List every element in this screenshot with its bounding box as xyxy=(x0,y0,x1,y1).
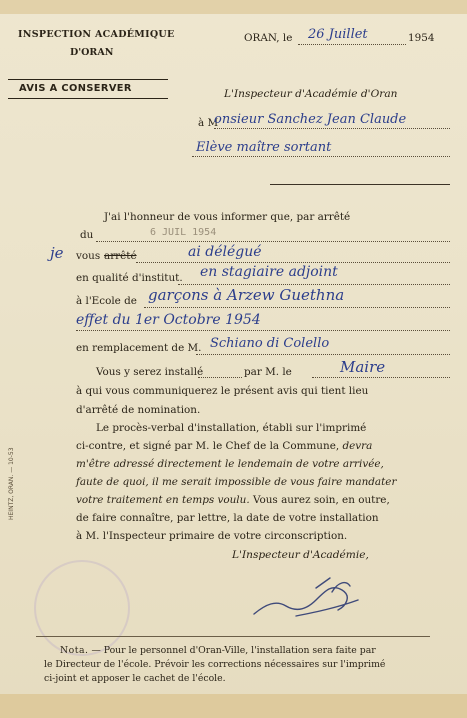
pv-line-7: à M. l'Inspecteur primaire de votre circonscription. xyxy=(76,530,348,542)
ecole-label: à l'Ecole de xyxy=(76,295,137,307)
qualite-dotted-line xyxy=(178,284,450,285)
stamped-date: 6 JUIL 1954 xyxy=(150,227,217,238)
maire-dotted-line xyxy=(312,377,450,378)
nomination-text: d'arrêté de nomination. xyxy=(76,404,201,416)
notice-label: AVIS A CONSERVER xyxy=(19,83,132,94)
inspector-title: L'Inspecteur d'Académie d'Oran xyxy=(224,88,398,100)
pv-line-6: de faire connaître, par lettre, la date de votre installation xyxy=(76,512,379,524)
tape-strip-top xyxy=(0,0,467,14)
effet-dotted-line xyxy=(76,330,450,331)
signature-title: L'Inspecteur d'Académie, xyxy=(232,549,369,561)
ecole-handwritten: garçons à Arzew Guethna xyxy=(148,286,345,304)
nota-line-3: ci-joint et apposer le cachet de l'école. xyxy=(44,673,226,684)
inspection-heading: INSPECTION ACADÉMIQUE xyxy=(18,29,175,40)
pv-line-4: faute de quoi, il me serait impossible de vous faire mandater xyxy=(76,476,397,488)
installe-par: par M. le xyxy=(244,366,292,378)
communiquer-text: à qui vous communiquerez le présent avis qui tient lieu xyxy=(76,385,369,397)
ecole-dotted-line xyxy=(144,307,450,308)
arrete-struck: arrêté xyxy=(104,250,137,262)
address-rule xyxy=(270,184,450,185)
nota-separator xyxy=(36,636,430,637)
vous-label: vous xyxy=(76,250,101,262)
recipient-prefix: à M xyxy=(198,117,219,129)
vous-dotted-line xyxy=(136,262,450,263)
recipient-dotted-line xyxy=(214,128,450,129)
remplacement-handwritten: Schiano di Colello xyxy=(210,336,330,351)
du-label: du xyxy=(80,229,94,241)
effet-handwritten: effet du 1er Octobre 1954 xyxy=(76,312,261,328)
year-label: 1954 xyxy=(408,32,435,44)
qualite-label: en qualité d'institut. xyxy=(76,272,183,284)
inspection-city: D'ORAN xyxy=(70,47,114,58)
recipient-name-handwritten: onsieur Sanchez Jean Claude xyxy=(214,112,407,127)
pv-line-2: ci-contre, et signé par M. le Chef de la Commune, devra xyxy=(76,440,373,452)
nota-line-1: Nota. — Pour le personnel d'Oran-Ville, l'installation sera faite par xyxy=(60,645,376,656)
remplacement-dotted-line xyxy=(196,354,450,355)
date-handwritten: 26 Juillet xyxy=(308,27,368,42)
body-intro: J'ai l'honneur de vous informer que, par arrêté xyxy=(104,211,351,223)
recipient-dotted-line-2 xyxy=(192,156,450,157)
du-dotted-line xyxy=(96,241,450,242)
installe-label: Vous y serez installé xyxy=(96,366,204,378)
pv-line-3: m'être adressé directement le lendemain de votre arrivée, xyxy=(76,458,384,470)
inspector-signature xyxy=(246,570,366,630)
recipient-role-handwritten: Elève maître sortant xyxy=(196,140,332,155)
installe-dotted-line xyxy=(198,377,242,378)
pv-line-5: votre traitement en temps voulu. Vous aurez soin, en outre, xyxy=(76,494,390,506)
je-handwritten: je xyxy=(50,244,64,262)
qualite-handwritten: en stagiaire adjoint xyxy=(200,264,338,280)
maire-handwritten: Maire xyxy=(340,358,386,376)
place-label: ORAN, le xyxy=(244,32,293,44)
tape-strip-bottom xyxy=(0,694,467,718)
date-dotted-line xyxy=(298,44,406,45)
delegue-handwritten: ai délégué xyxy=(188,244,262,260)
remplacement-label: en remplacement de M. xyxy=(76,342,202,354)
printer-imprint: HEINTZ, ORAN. — 10-53 xyxy=(8,447,15,520)
nota-line-2: le Directeur de l'école. Prévoir les corrections nécessaires sur l'imprimé xyxy=(44,659,386,670)
pv-line-1: Le procès-verbal d'installation, établi sur l'imprimé xyxy=(96,422,367,434)
faded-seal-stamp xyxy=(34,560,130,656)
